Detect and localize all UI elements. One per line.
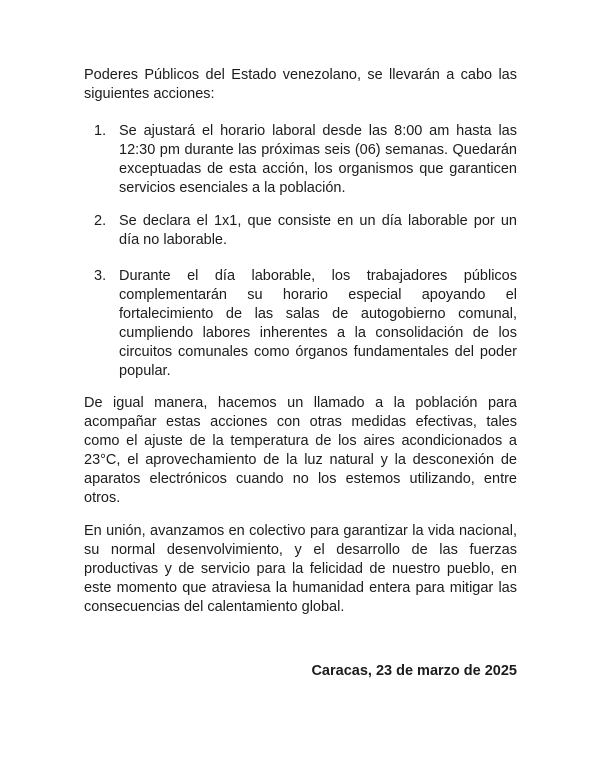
list-item-1 <box>84 122 517 198</box>
list-item-3-text: Durante el día laborable, los trabajadores públicos complementarán su horario especial apoyando el fortalecimiento de las salas de autogobierno comunal, cumpliendo labores inherentes a la consolidación de los circuitos comunales como órganos fundamentales del poder popular. <box>119 268 517 379</box>
paragraph-closing: En unión, avanzamos en colectivo para garantizar la vida nacional, su normal desenvolvimiento, y el desarrollo de las fuerzas productivas y de servicio para la felicidad de nuestro pueblo, en este momento que atraviesa la humanidad entera para mitigar las consecuencias del calentamiento global. <box>84 523 517 615</box>
dateline: Caracas, 23 de marzo de 2025 <box>311 663 517 679</box>
list-item-1-number: 1. <box>94 123 107 139</box>
list-item-3 <box>84 267 517 381</box>
numbered-list <box>84 122 517 381</box>
list-item-2-text: Se declara el 1x1, que consiste en un día laborable por un día no laborable. <box>119 213 517 248</box>
list-item-2 <box>84 212 517 250</box>
list-item-3-number: 3. <box>94 268 107 284</box>
intro-paragraph: Poderes Públicos del Estado venezolano, se llevarán a cabo las siguientes acciones: <box>84 67 517 102</box>
paragraph-population-call: De igual manera, hacemos un llamado a la población para acompañar estas acciones con otras medidas efectivas, tales como el ajuste de la temperatura de los aires acondicionados a 23°C, el aprovechamiento de la luz natural y la desconexión de aparatos electrónicos cuando no los estemos utilizando, entre otros. <box>84 395 517 506</box>
list-item-2-number: 2. <box>94 213 107 229</box>
list-item-1-text: Se ajustará el horario laboral desde las 8:00 am hasta las 12:30 pm durante las próximas seis (06) semanas. Quedarán exceptuadas de esta acción, los organismos que garanticen servicios esenciales a la población. <box>119 123 517 196</box>
document-content <box>84 66 517 696</box>
